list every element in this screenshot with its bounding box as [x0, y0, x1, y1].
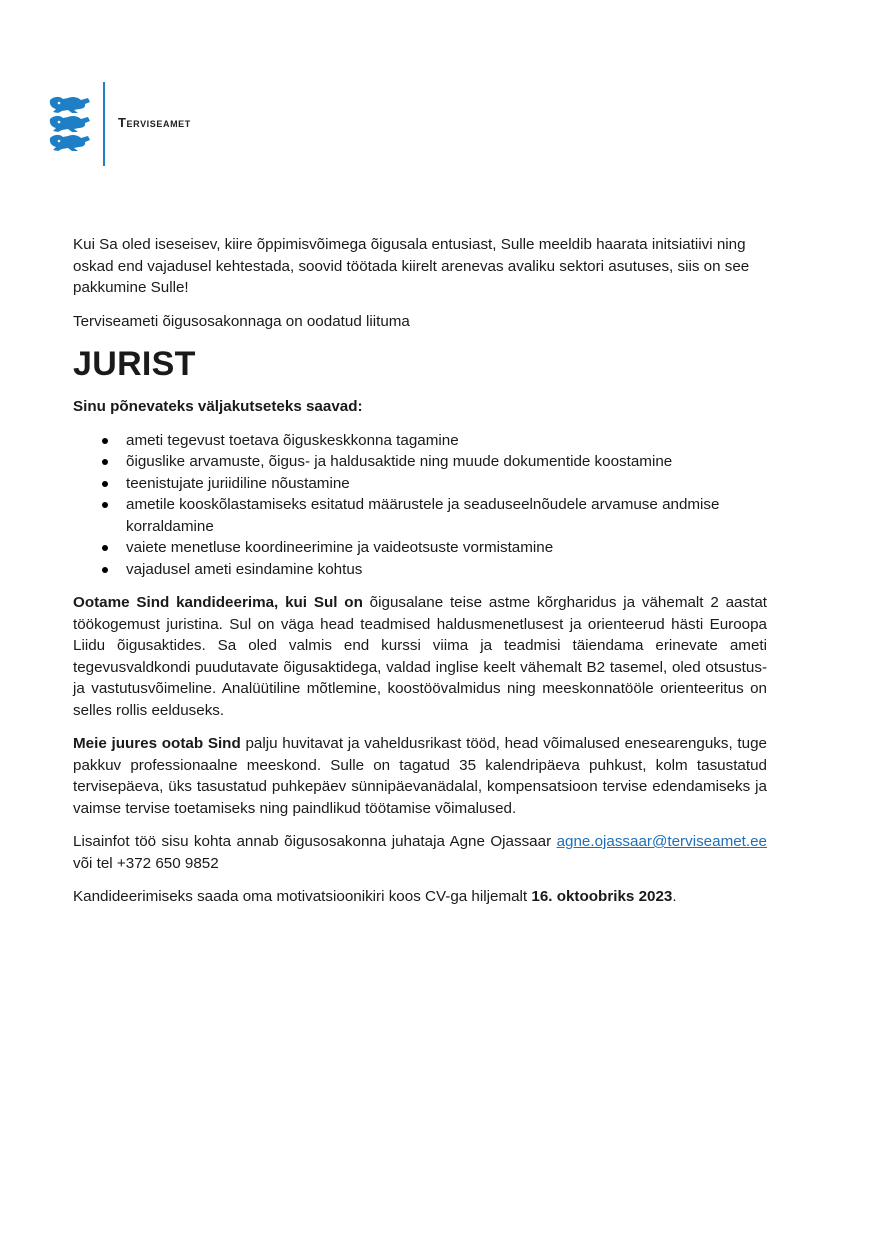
requirements-paragraph — [73, 592, 767, 721]
offer-paragraph — [73, 733, 767, 819]
apply-end: . — [672, 888, 677, 905]
apply-paragraph — [73, 886, 767, 908]
list-item: vajadusel ameti esindamine kohtus — [126, 559, 767, 581]
challenges-list — [73, 430, 767, 581]
challenges-heading: Sinu põnevateks väljakutseteks saavad: — [73, 398, 363, 415]
list-item: õiguslike arvamuste, õigus- ja haldusaktide ning muude dokumentide koostamine — [126, 451, 767, 473]
organization-name: Terviseamet — [118, 115, 191, 130]
list-item: teenistujate juriidiline nõustamine — [126, 473, 767, 495]
list-item: ameti tegevust toetava õiguskeskkonna tagamine — [126, 430, 767, 452]
offer-lead: Meie juures ootab Sind — [73, 735, 241, 752]
apply-deadline: 16. oktoobriks 2023 — [531, 888, 673, 905]
three-lions-crest-icon — [48, 94, 92, 154]
requirements-lead: Ootame Sind kandideerima, kui Sul on — [73, 594, 363, 611]
contact-email-link[interactable]: agne.ojassaar@terviseamet.ee — [556, 833, 767, 850]
intro-paragraph: Kui Sa oled iseseisev, kiire õppimisvõimega õigusala entusiast, Sulle meeldib haarata initsiatiivi ning oskad end vajadusel kehtestada, soovid töötada kiirelt arenevas avaliku sektori asutuses, siis on see pakkumine Sulle! — [73, 236, 750, 296]
list-item: ametile kooskõlastamiseks esitatud määrustele ja seaduseelnõudele arvamuse andmise korraldamine — [126, 494, 767, 537]
job-title: JURIST — [73, 345, 196, 383]
lead-paragraph: Terviseameti õigusosakonnaga on oodatud liituma — [73, 312, 410, 330]
contact-text: Lisainfot töö sisu kohta annab õigusosakonna juhataja Agne Ojassaar — [73, 833, 557, 850]
contact-phone: või tel +372 650 9852 — [73, 854, 219, 872]
job-posting-body — [73, 234, 767, 920]
apply-text: Kandideerimiseks saada oma motivatsioonikiri koos CV-ga hiljemalt — [73, 888, 532, 905]
requirements-text: õigusalane teise astme kõrgharidus ja vähemalt 2 aastat töökogemust juristina. Sul on väga head teadmised haldusmenetlusest ja orienteerud hästi Euroopa Liidu õigusaktides. Sa oled valmis end kurssi viima ja teadmisi täiendama erinevate ameti tegevusvaldkondi puudutavate õigusaktidega, valdad inglise keelt vähemalt B2 tasemel, oled otsustus- ja vastutusvõimeline. Analüütiline mõtlemine, koostöövalmidus ning meeskonnatööle orienteeritus on selles rollis eelduseks. — [73, 594, 767, 719]
offer-text: palju huvitavat ja vaheldusrikast tööd, head võimalused enesearenguks, tuge pakkuv professionaalne meeskond. Sulle on tagatud 35 kalendripäeva puhkust, kolm tasustatud tervisepäeva, üks tasustatud puhkepäev sünnipäevanädalal, kompensatsioon tervise edendamiseks ja vaimse tervise toetamiseks ning paindlikud töötamise võimalused. — [73, 735, 767, 817]
contact-paragraph — [73, 831, 767, 874]
logo-divider — [103, 82, 105, 166]
list-item: vaiete menetluse koordineerimine ja vaideotsuste vormistamine — [126, 537, 767, 559]
